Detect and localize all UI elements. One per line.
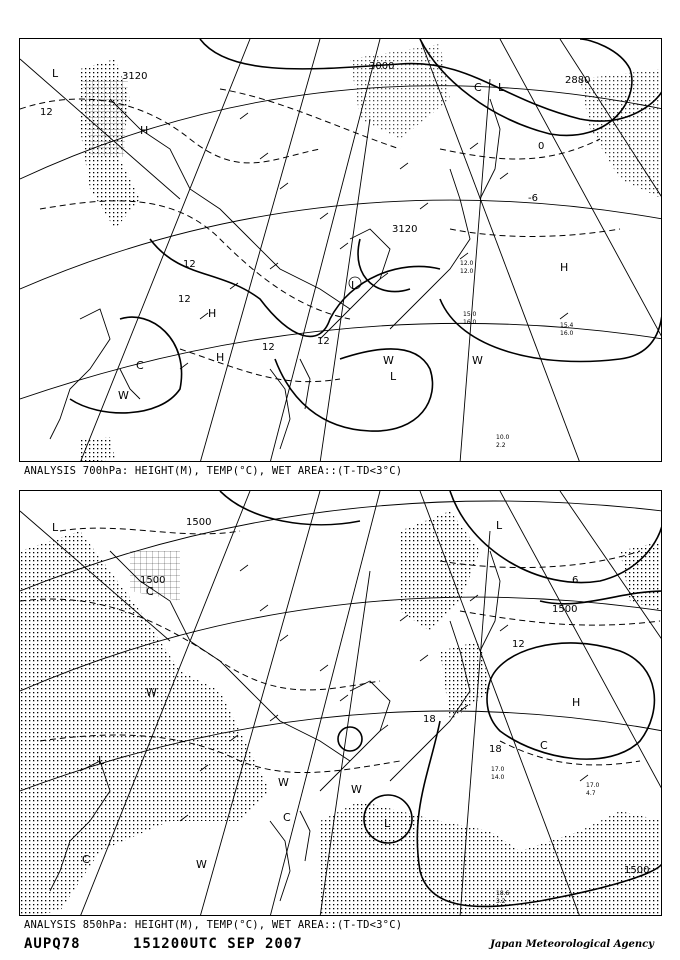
station-value: 17.0 — [586, 782, 600, 789]
map-700hpa-canvas — [20, 39, 662, 462]
center-marker: H — [208, 307, 217, 320]
center-marker: W — [146, 686, 157, 699]
temp-label: 0 — [538, 141, 545, 152]
caption-850hpa: ANALYSIS 850hPa: HEIGHT(M), TEMP(°C), WET AREA::(T-TD<3°C) — [24, 919, 403, 931]
valid-time: 151200UTC SEP 2007 — [133, 936, 303, 952]
temp-label: 18 — [423, 714, 436, 725]
center-marker: C — [82, 853, 90, 866]
temp-label: 6 — [572, 575, 579, 586]
station-plots-700 — [180, 113, 568, 369]
center-marker: W — [118, 389, 129, 402]
center-marker: H — [560, 261, 569, 274]
station-value: 2.2 — [496, 442, 506, 449]
center-marker: L — [52, 67, 59, 80]
center-marker: L — [98, 754, 105, 767]
center-marker: C — [474, 81, 482, 94]
temp-label: 12 — [183, 259, 196, 270]
center-marker: L — [384, 817, 391, 830]
center-marker: W — [351, 783, 362, 796]
center-marker: W — [472, 354, 483, 367]
station-value: 12.0 — [460, 260, 474, 267]
map-850hpa-canvas — [20, 491, 662, 916]
station-value: 3.2 — [496, 898, 506, 905]
center-marker: H — [140, 124, 149, 137]
station-value: 18.6 — [496, 890, 510, 897]
wet-area-700 — [80, 44, 662, 462]
station-value: 15.0 — [463, 311, 477, 318]
center-marker: W — [383, 354, 394, 367]
center-marker: C — [283, 811, 291, 824]
station-value: 16.0 — [463, 319, 477, 326]
center-marker: L — [496, 519, 503, 532]
center-marker: W — [196, 858, 207, 871]
station-value: 16.0 — [560, 330, 574, 337]
station-value: 15.4 — [560, 322, 574, 329]
height-label: 3120 — [392, 224, 418, 235]
center-marker: H — [572, 696, 581, 709]
center-marker: W — [278, 776, 289, 789]
temp-label: 12 — [262, 342, 275, 353]
height-label: 1500 — [624, 865, 650, 876]
station-value: 4.7 — [586, 790, 596, 797]
center-marker: C — [146, 585, 154, 598]
center-marker: C — [540, 739, 548, 752]
station-value: 12.0 — [460, 268, 474, 275]
station-value: 17.0 — [491, 766, 505, 773]
wet-area-850 — [20, 511, 662, 916]
map-panel-850hpa — [19, 490, 662, 916]
height-label: 1500 — [140, 575, 166, 586]
center-marker: L — [52, 521, 59, 534]
center-marker: H — [216, 351, 225, 364]
height-label: 1500 — [552, 604, 578, 615]
temp-label: 18 — [489, 744, 502, 755]
height-label: 1500 — [186, 517, 212, 528]
station-value: 14.0 — [491, 774, 505, 781]
center-marker: L — [390, 370, 397, 383]
temp-label: 12 — [40, 107, 53, 118]
caption-700hpa: ANALYSIS 700hPa: HEIGHT(M), TEMP(°C), WET AREA::(T-TD<3°C) — [24, 465, 403, 477]
station-value: 10.0 — [496, 434, 510, 441]
center-marker: L — [498, 81, 505, 94]
temp-label: 12 — [178, 294, 191, 305]
product-code: AUPQ78 — [24, 936, 81, 952]
agency-credit: Japan Meteorological Agency — [490, 939, 654, 950]
height-label: 3000 — [369, 61, 395, 72]
center-marker: C — [136, 359, 144, 372]
height-label: 3120 — [122, 71, 148, 82]
temp-label: -6 — [528, 193, 538, 204]
temp-label: 12 — [317, 336, 330, 347]
map-panel-700hpa — [19, 38, 662, 462]
temp-label: 12 — [512, 639, 525, 650]
height-label: 2880 — [565, 75, 591, 86]
center-marker: L — [351, 279, 358, 292]
